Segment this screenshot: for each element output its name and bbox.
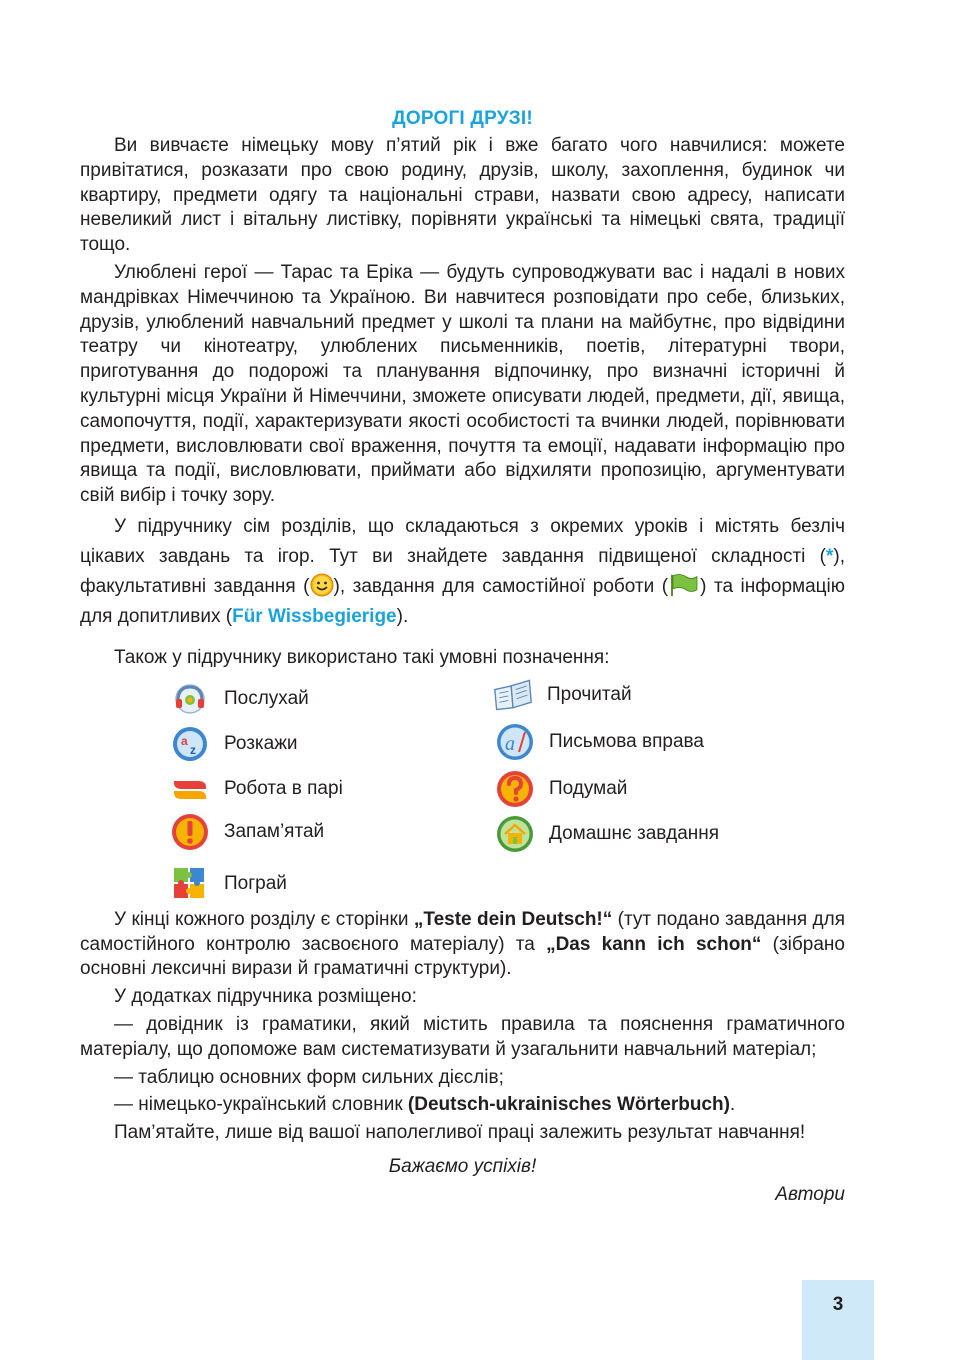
legend-item-write: a Письмова вправа: [495, 722, 704, 762]
paragraph-pages: У кінці кожного розділу є сторінки „Teste dein Deutsch!“ (тут подано завдання для самостійного контролю засвоєного матеріалу) та „Das kann ich schon“ (зібрано основні лексичні вирази й граматичні структури).: [80, 908, 845, 980]
page-number: 3: [802, 1280, 874, 1360]
svg-text:a: a: [505, 732, 515, 755]
legend-item-homework: Домашнє завдання: [495, 814, 719, 854]
paragraph-closing: Пам’ятайте, лише від вашої наполегливої праці залежить результат навчання!: [114, 1122, 806, 1144]
svg-text:z: z: [190, 742, 196, 757]
wish-text: Бажаємо успіхів!: [388, 1155, 537, 1177]
dictionary-label: (Deutsch-ukrainisches Wörterbuch): [407, 1094, 730, 1116]
appendix-item-grammar: — довідник із граматики, який містить правила та пояснення граматичного матеріалу, що допоможе вам систематизувати й узагальнити навчальний матеріал;: [80, 1013, 845, 1060]
paragraph-structure: У підручнику сім розділів, що складаються з окремих уроків і містять безліч цікавих завдань та ігор. Тут ви знайдете завдання підвищеної складності (*), факультативні завдання ( ), завдання для самостійної роботи ( ) та інформацію для допитливих (Für Wissbegierige).: [80, 515, 845, 627]
svg-text:a: a: [181, 733, 188, 748]
page-content: [80, 108, 845, 1206]
legend: [80, 679, 845, 904]
headphones-icon: [170, 679, 210, 719]
teste-label: „Teste dein Deutsch!“: [413, 908, 613, 930]
paragraph-heroes: Улюблені герої — Тарас та Еріка — будуть супроводжувати вас і надалі в нових мандрівках Німеччиною та Україною. Ви навчитеся розповідати про себе, близьких, друзів, улюблений навчальний предмет у школі та плани на майбутнє, про відвідини театру чи кінотеатру, улюблених письменників, поетів, літературні твори, приготування до подорожі та планування відпочинку, про визначні історичні й культурні місця України й Німеччини, зможете описувати людей, предмети, дії, явища, самопочуття, події, характеризувати якості особистості та вчинки людей, порівнювати предмети, висловлювати свої враження, почуття та емоції, надавати інформацію про явища та події, висловлювати, приймати або відхиляти пропозицію, аргументувати свій вибір і точку зору.: [80, 261, 845, 507]
authors-signature: Автори: [775, 1183, 845, 1205]
question-icon: [495, 769, 535, 809]
az-bubble-icon: [170, 724, 210, 764]
appendix-item-verbs: — таблицю основних форм сильних дієслів;: [114, 1066, 504, 1088]
legend-item-tell: a z Розкажи: [170, 724, 298, 764]
pair-arrows-icon: [170, 769, 210, 809]
open-book-icon: [493, 675, 533, 715]
puzzle-icon: [170, 864, 210, 904]
page-title: ДОРОГІ ДРУЗІ!: [392, 108, 533, 129]
smiley-icon: [310, 573, 334, 597]
paragraph-appendix: У додатках підручника розміщено:: [114, 986, 417, 1008]
legend-item-listen: Послухай: [170, 679, 309, 719]
wissbegierige-label: Für Wissbegierige: [232, 605, 397, 627]
paragraph-intro: Ви вивчаєте німецьку мову п’ятий рік і вже багато чого навчилися: можете привітатися, розказати про свою родину, друзів, школу, захоплення, будинок чи квартиру, предмети одягу та національні страви, назвати свою адресу, написати невеликий лист і вітальну листівку, порівняти українські та німецькі свята, традиції тощо.: [80, 135, 845, 256]
legend-item-pair: Робота в парі: [170, 769, 343, 809]
kann-label: „Das kann ich schon“: [546, 933, 762, 955]
pen-icon: [495, 722, 535, 762]
legend-intro: Також у підручнику використано такі умовні позначення:: [114, 646, 610, 668]
house-icon: [495, 814, 535, 854]
legend-item-think: Подумай: [495, 769, 627, 809]
legend-item-play: Пограй: [170, 864, 287, 904]
legend-item-remember: Запам’ятай: [170, 812, 324, 852]
green-flag-icon: [668, 573, 700, 597]
star-mark: *: [825, 545, 834, 567]
legend-item-read: Прочитай: [493, 675, 632, 715]
appendix-item-dictionary: — німецько-український словник (Deutsch-ukrainisches Wörterbuch).: [114, 1094, 736, 1116]
exclamation-icon: [170, 812, 210, 852]
